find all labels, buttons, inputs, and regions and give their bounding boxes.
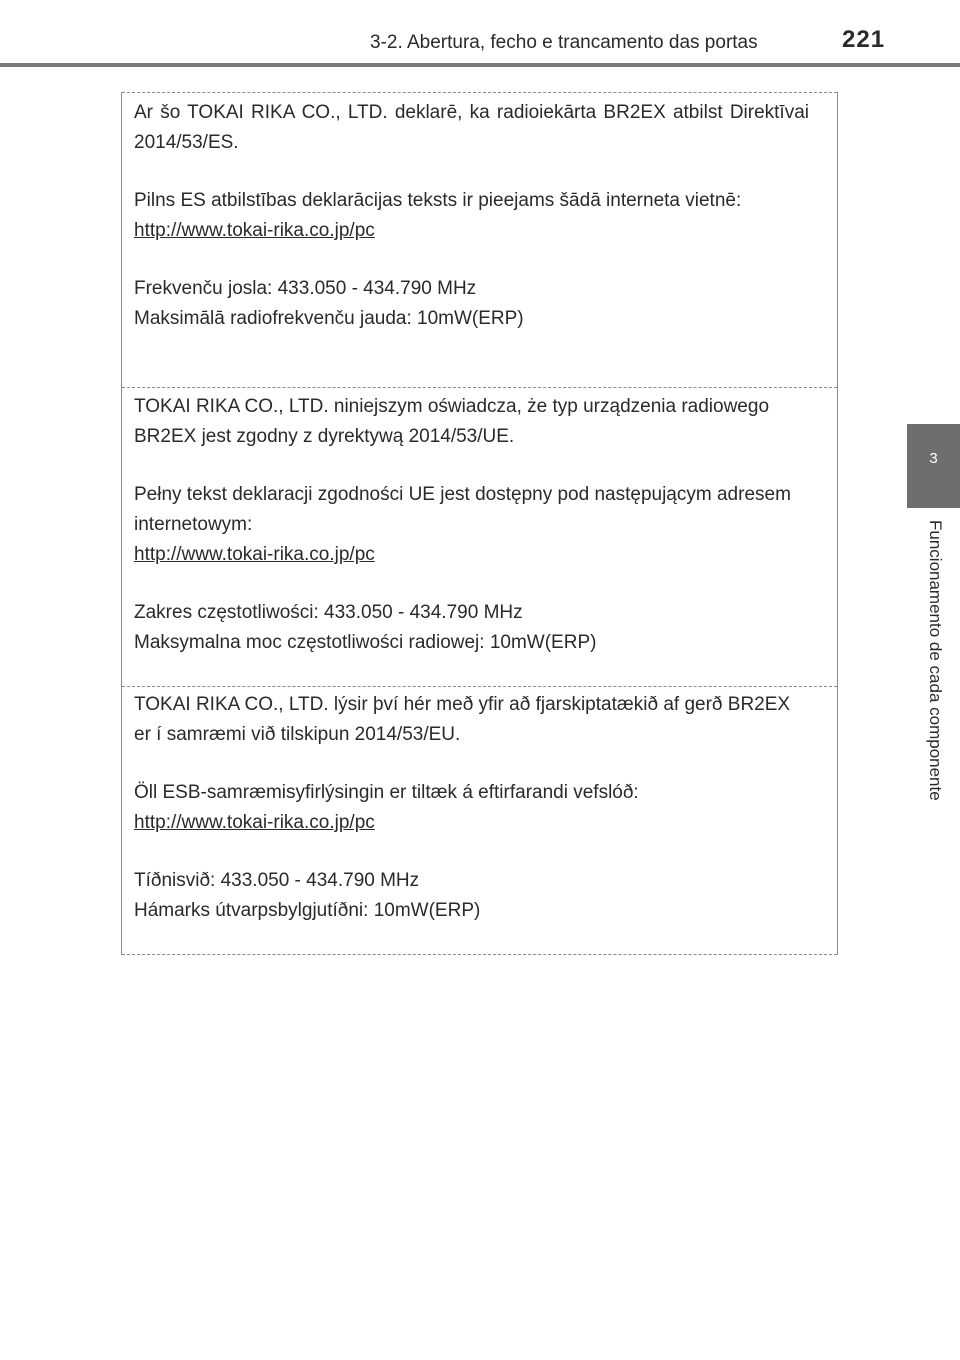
running-header-title: 3-2. Abertura, fecho e trancamento das portas — [370, 32, 758, 53]
declaration-url-link[interactable]: http://www.tokai-rika.co.jp/pc — [134, 544, 375, 565]
declaration-url-link[interactable]: http://www.tokai-rika.co.jp/pc — [134, 812, 375, 833]
declaration-availability: Öll ESB-samræmisyfirlýsingin er tiltæk á eftirfarandi vefslóð: — [134, 782, 639, 803]
chapter-tab — [907, 424, 960, 508]
conformity-statement: TOKAI RIKA CO., LTD. lýsir því hér með yfir að fjarskiptatækið af gerð BR2EX er í samræmi við tilskipun 2014/53/EU. — [134, 694, 791, 745]
section-divider — [122, 387, 837, 388]
chapter-number: 3 — [929, 450, 938, 467]
page-number: 221 — [842, 26, 886, 53]
max-power: Hámarks útvarpsbylgjutíðni: 10mW(ERP) — [134, 900, 481, 921]
declaration-url-link[interactable]: http://www.tokai-rika.co.jp/pc — [134, 220, 375, 241]
frequency-band: Frekvenču josla: 433.050 - 434.790 MHz — [134, 278, 477, 299]
chapter-label: Funcionamento de cada componente — [926, 520, 945, 801]
declaration-availability: Pilns ES atbilstības deklarācijas teksts ir pieejams šādā interneta vietnē: — [134, 190, 742, 211]
declaration-section-icelandic — [122, 690, 837, 926]
max-power: Maksimālā radiofrekvenču jauda: 10mW(ERP) — [134, 308, 524, 329]
declaration-availability: Pełny tekst deklaracji zgodności UE jest dostępny pod następującym adresem internetowym: — [134, 484, 791, 535]
conformity-statement: TOKAI RIKA CO., LTD. niniejszym oświadcza, że typ urządzenia radiowego BR2EX jest zgodny z dyrektywą 2014/53/UE. — [134, 396, 770, 447]
frequency-band: Zakres częstotliwości: 433.050 - 434.790 MHz — [134, 602, 523, 623]
frequency-band: Tíðnisvið: 433.050 - 434.790 MHz — [134, 870, 420, 891]
declaration-section-polish — [122, 392, 837, 658]
conformity-statement: Ar šo TOKAI RIKA CO., LTD. deklarē, ka radioiekārta BR2EX atbilst Direktīvai 2014/53/ES. — [134, 102, 809, 153]
header-rule — [0, 63, 960, 67]
declaration-section-latvian — [122, 98, 837, 334]
section-divider — [122, 686, 837, 687]
declaration-box — [121, 92, 838, 955]
section-divider — [122, 954, 837, 955]
section-divider — [122, 92, 837, 93]
max-power: Maksymalna moc częstotliwości radiowej: 10mW(ERP) — [134, 632, 597, 653]
